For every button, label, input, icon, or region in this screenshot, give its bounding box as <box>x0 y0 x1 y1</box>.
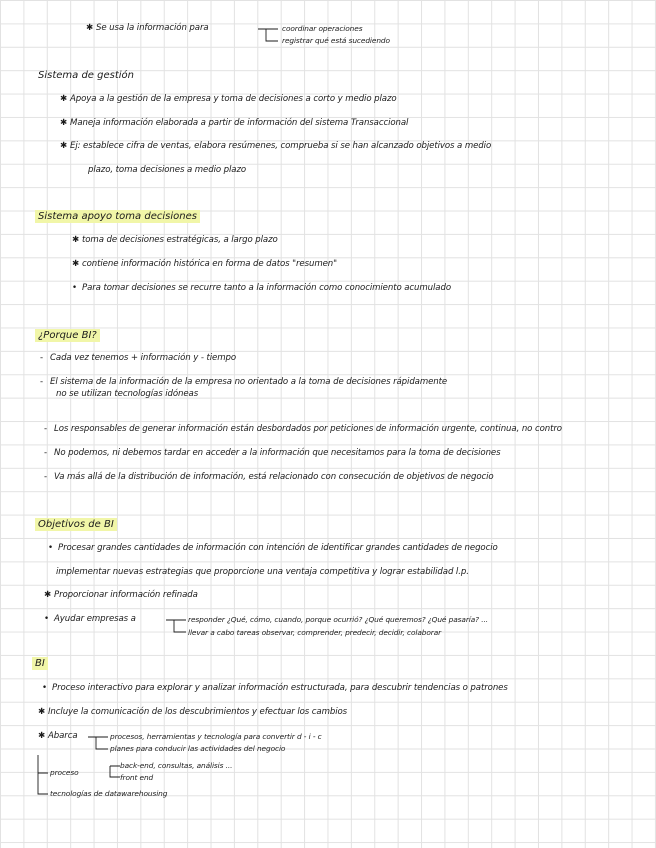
bi-item-3: ✱ Abarca <box>38 731 78 741</box>
decisiones-item-3: • Para tomar decisiones se recurre tanto a la información como conocimiento acumulado <box>72 283 451 293</box>
gestion-item-2: ✱ Maneja información elaborada a partir de información del sistema Transaccional <box>60 118 409 128</box>
porque-item-2: - El sistema de la información de la empresa no orientado a la toma de decisiones rápidamente <box>40 377 448 387</box>
objetivos-tareas: llevar a cabo tareas observar, comprender, predecir, decidir, colaborar <box>188 628 442 637</box>
gestion-item-1: ✱ Apoya a la gestión de la empresa y toma de decisiones a corto y medio plazo <box>60 94 397 104</box>
heading-bi: BI <box>32 657 48 670</box>
objetivos-item-1-cont: implementar nuevas estrategias que proporcione una ventaja competitiva y lograr estabilidad l.p. <box>56 567 469 577</box>
porque-item-2-cont: no se utilizan tecnologías idóneas <box>56 389 199 399</box>
objetivos-item-3: • Ayudar empresas a <box>44 614 136 624</box>
heading-porque-bi: ¿Porque BI? <box>35 329 100 342</box>
bi-proceso: proceso <box>50 768 79 777</box>
heading-sistema-gestion: Sistema de gestión <box>38 70 135 81</box>
objetivos-item-2: ✱ Proporcionar información refinada <box>44 590 198 600</box>
decisiones-item-2: ✱ contiene información histórica en forma de datos "resumen" <box>72 259 337 269</box>
heading-objetivos-bi: Objetivos de BI <box>35 518 117 531</box>
porque-item-4: - No podemos, ni debemos tardar en acceder a la información que necesitamos para la toma de decisiones <box>44 448 501 458</box>
objetivos-item-1: • Procesar grandes cantidades de información con intención de identificar grandes cantidades de negocio <box>48 543 498 553</box>
porque-item-5: - Va más allá de la distribución de información, está relacionado con consecución de objetivos de negocio <box>44 472 494 482</box>
branch-registrar: registrar qué está sucediendo <box>282 36 390 45</box>
bi-backend: back-end, consultas, análisis ... <box>120 761 233 770</box>
bi-frontend: front end <box>120 773 154 782</box>
bi-item-1: • Proceso interactivo para explorar y analizar información estructurada, para descubrir tendencias o patrones <box>42 683 508 693</box>
gestion-item-3: ✱ Ej: establece cifra de ventas, elabora resúmenes, comprueba si se han alcanzado objetivos a medio <box>60 141 492 151</box>
bi-tecnologias: tecnologías de datawarehousing <box>50 789 168 798</box>
bi-item-2: ✱ Incluye la comunicación de los descubrimientos y efectuar los cambios <box>38 707 348 717</box>
gestion-item-3-cont: plazo, toma decisiones a medio plazo <box>88 165 247 175</box>
bi-abarca-procesos: procesos, herramientas y tecnología para convertir d - i - c <box>110 732 322 741</box>
heading-sistema-decisiones: Sistema apoyo toma decisiones <box>35 210 200 223</box>
info-use-line: ✱ Se usa la información para <box>86 23 209 33</box>
branch-coordinar: coordinar operaciones <box>282 24 363 33</box>
porque-item-3: - Los responsables de generar información están desbordados por peticiones de información urgente, continua, no contro <box>44 424 562 434</box>
porque-item-1: - Cada vez tenemos + información y - tiempo <box>40 353 237 363</box>
bi-abarca-planes: planes para conducir las actividades del negocio <box>110 744 286 753</box>
objetivos-responder: responder ¿Qué, cómo, cuando, porque ocurrió? ¿Qué queremos? ¿Qué pasaría? ... <box>188 615 488 624</box>
decisiones-item-1: ✱ toma de decisiones estratégicas, a largo plazo <box>72 235 278 245</box>
